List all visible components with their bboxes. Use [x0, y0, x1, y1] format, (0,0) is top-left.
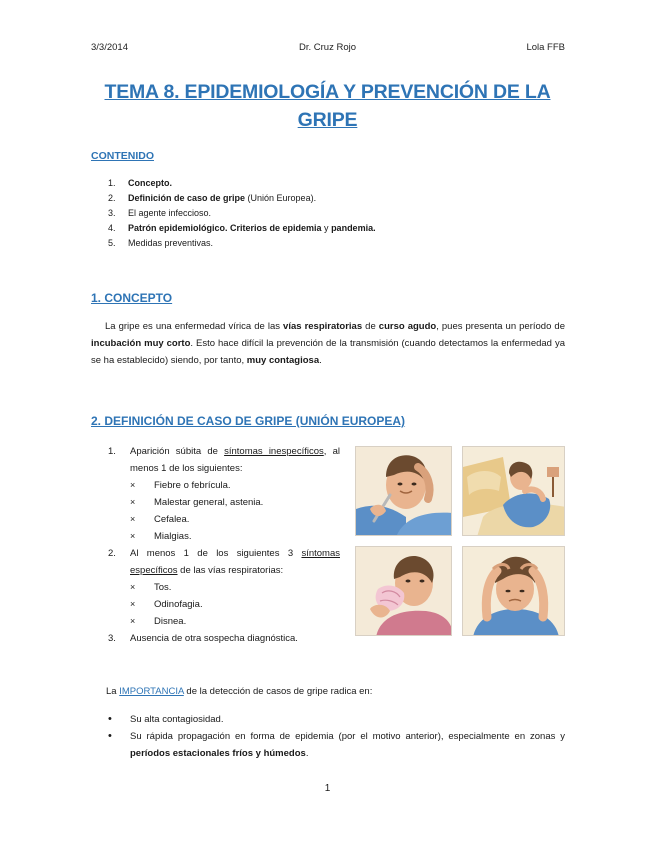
contenido-heading: CONTENIDO — [91, 150, 154, 162]
sublist-inespecificos — [108, 477, 340, 545]
list-item: × Malestar general, astenia. — [130, 497, 264, 508]
bed-illustration — [462, 446, 565, 536]
header-author: Dr. Cruz Rojo — [298, 42, 356, 53]
list-item: × Fiebre o febrícula. — [130, 480, 231, 491]
list-item: • Su rápida propagación en forma de epidemia (por el motivo anterior), especialmente en zonas y períodos estacionales fríos y húmedos. — [108, 730, 565, 759]
definition-list — [108, 443, 340, 647]
flu-illustrations — [355, 446, 565, 636]
toc-item: 5. Medidas preventivas. — [108, 238, 214, 248]
list-item: × Cefalea. — [130, 514, 190, 525]
toc-item: 1. Concepto. — [108, 178, 172, 188]
importancia-keyword: IMPORTANCIA — [119, 686, 184, 697]
page-title: TEMA 8. EPIDEMIOLOGÍA Y PREVENCIÓN DE LA GRIPE — [104, 81, 551, 131]
header-date: 3/3/2014 — [91, 42, 128, 53]
header-right: Lola FFB — [526, 42, 565, 53]
sublist-especificos — [108, 579, 340, 630]
list-item: • Su alta contagiosidad. — [108, 713, 224, 725]
section-heading-concepto: 1. CONCEPTO — [91, 291, 173, 305]
list-item: × Mialgias. — [130, 531, 192, 542]
importancia-line: La IMPORTANCIA de la detección de casos de gripe radica en: — [106, 686, 373, 697]
list-item: × Odinofagia. — [130, 599, 203, 610]
list-item: × Tos. — [130, 582, 172, 593]
concepto-paragraph: La gripe es una enfermedad vírica de las vías respiratorias de curso agudo, pues presenta un período de incubación muy corto. Esto hace difícil la prevención de la transmisión (cuando detectamos la enfermedad ya se ha establecido) siendo, por tanto, muy contagiosa. — [91, 321, 565, 366]
page-number: 1 — [324, 783, 331, 794]
section-heading-definicion: 2. DEFINICIÓN DE CASO DE GRIPE (UNIÓN EUROPEA) — [91, 414, 406, 428]
list-item: 1. Aparición súbita de síntomas inespecíficos, al menos 1 de los siguientes: — [108, 446, 340, 474]
table-of-contents — [108, 176, 376, 251]
tissue-illustration — [355, 546, 452, 636]
headache-illustration — [462, 546, 565, 636]
list-item: 2. Al menos 1 de los siguientes 3 síntomas específicos de las vías respiratorias: — [108, 548, 340, 576]
thermometer-illustration — [355, 446, 452, 536]
toc-item: 2. Definición de caso de gripe (Unión Europea). — [108, 193, 317, 203]
list-item: × Disnea. — [130, 616, 187, 627]
list-item: 3. Ausencia de otra sospecha diagnóstica. — [108, 633, 298, 644]
toc-item: 3. El agente infeccioso. — [108, 208, 212, 218]
importancia-bullets — [108, 711, 565, 762]
toc-item: 4. Patrón epidemiológico. Criterios de epidemia y pandemia. — [108, 223, 376, 233]
